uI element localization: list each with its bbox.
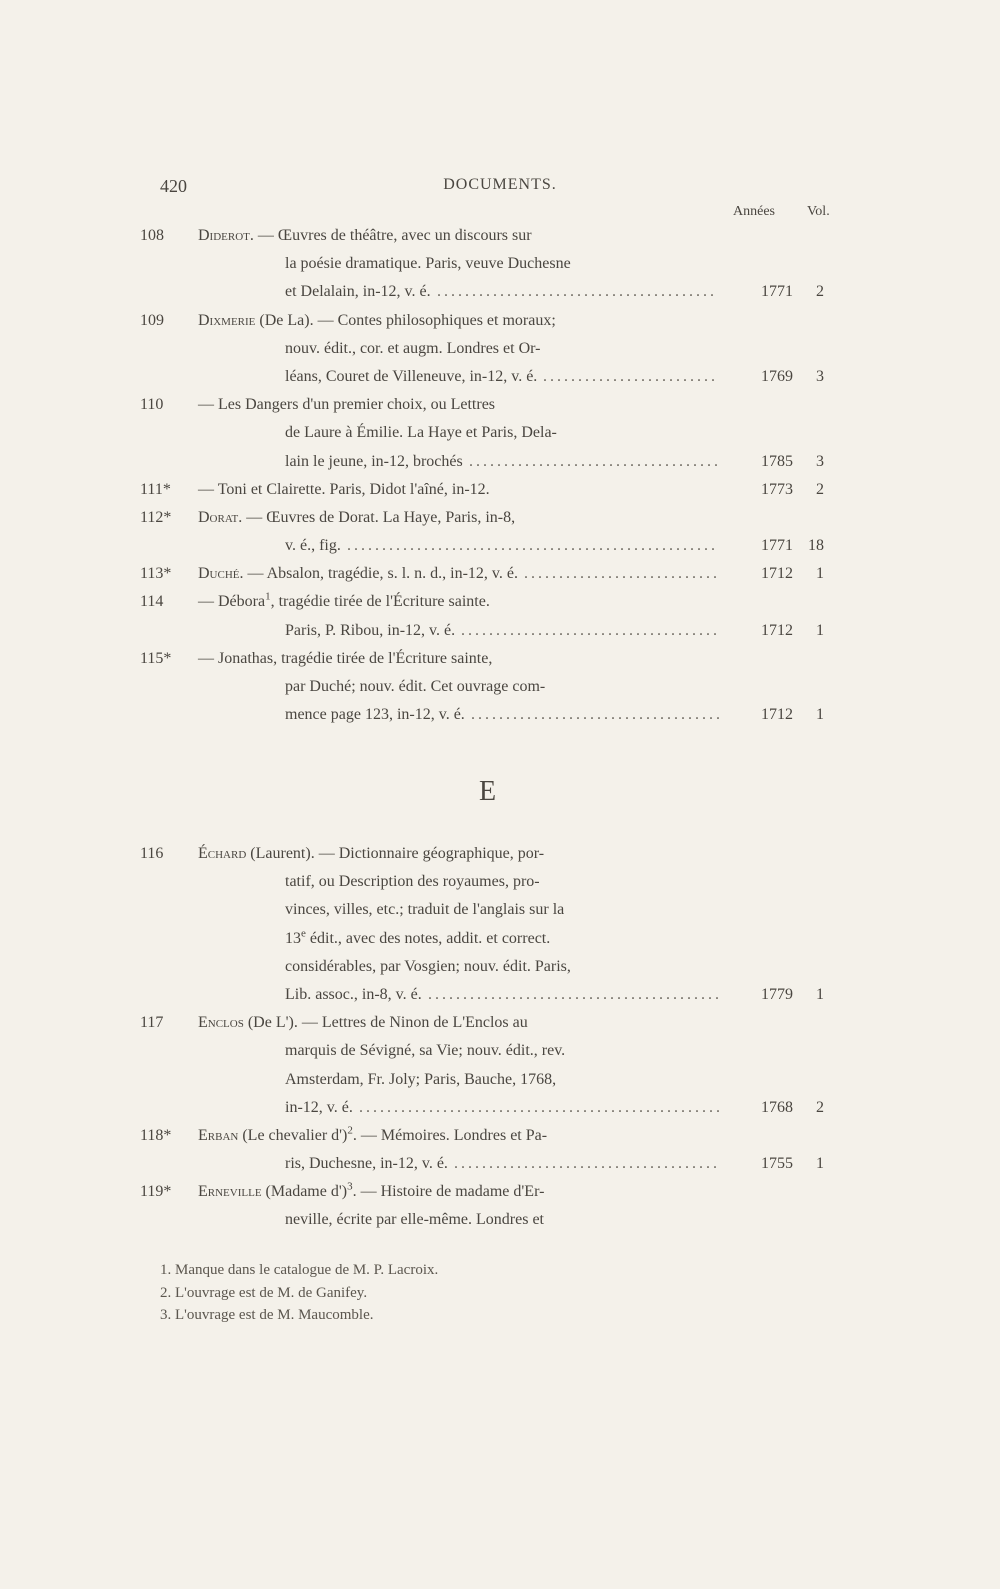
entry-line (140, 222, 840, 250)
entry-year: 1712 (761, 706, 793, 724)
entry-number: 117 (140, 1014, 164, 1032)
text-run: (De L'). — Lettres de Ninon de L'Enclos au (243, 1014, 528, 1032)
entry-text (198, 588, 490, 616)
entry-volumes: 2 (816, 283, 824, 301)
column-header-years: Années (733, 204, 775, 219)
entry-text (198, 307, 556, 335)
text-run: Amsterdam, Fr. Joly; Paris, Bauche, 1768, (285, 1070, 557, 1088)
entry-line (140, 981, 840, 1009)
entry-number: 116 (140, 845, 164, 862)
entry-line (140, 335, 840, 363)
entry-year: 1768 (761, 1098, 793, 1116)
footnote: 3. L'ouvrage est de M. Maucomble. (160, 1307, 374, 1323)
entry-text (198, 1122, 547, 1150)
entry-volumes: 3 (816, 367, 824, 385)
text-run: la poésie dramatique. Paris, veuve Duchesne (285, 255, 571, 273)
dot-leader: ......................... (543, 367, 718, 385)
footnote: 2. L'ouvrage est de M. de Ganifey. (160, 1284, 368, 1301)
column-header-volumes: Vol. (807, 204, 830, 219)
entry-number: 113* (140, 565, 172, 583)
dot-leader: .......................................... (428, 985, 722, 1003)
entry-year: 1771 (761, 283, 793, 301)
entry-text (285, 673, 545, 701)
entries-d (140, 222, 840, 729)
text-run: — Les Dangers d'un premier choix, ou Lettres (198, 396, 496, 414)
entry-year: 1769 (761, 367, 793, 385)
entry-line (140, 278, 840, 306)
page-header (160, 176, 840, 202)
text-run: (Le chevalier d') (238, 1126, 348, 1144)
entry-year: 1773 (761, 480, 793, 498)
entry-year: 1771 (761, 537, 793, 555)
entry-text (285, 981, 422, 1009)
entry-line (140, 1178, 840, 1206)
entry-volumes: 1 (816, 985, 824, 1003)
text-run: . — Œuvres de Dorat. La Haye, Paris, in-8, (238, 508, 516, 526)
entry-line (140, 560, 840, 588)
entry-line (140, 645, 840, 673)
text-run: de Laure à Émilie. La Haye et Paris, Dela- (285, 424, 557, 442)
entry-text (285, 617, 455, 645)
entry-year: 1755 (761, 1155, 793, 1173)
entry-line (140, 419, 840, 447)
entry-volumes: 1 (816, 1155, 824, 1173)
entry-line (140, 391, 840, 419)
entry-text (198, 222, 532, 250)
entry-year: 1779 (761, 985, 793, 1003)
author-name: Dixmerie (198, 311, 256, 329)
entry-number: 110 (140, 396, 164, 414)
entry-line (140, 925, 840, 953)
running-title: DOCUMENTS. (443, 176, 557, 193)
text-run: nouv. édit., cor. et augm. Londres et Or- (285, 339, 541, 357)
entry-line (140, 1150, 840, 1178)
entry-line (140, 701, 840, 729)
entry-number: 118* (140, 1126, 172, 1144)
section-letter: E (478, 776, 497, 807)
entry-text (285, 925, 550, 953)
text-run: . — Histoire de madame d'Er- (352, 1183, 545, 1201)
entry-volumes: 1 (816, 706, 824, 724)
text-run: considérables, par Vosgien; nouv. édit. Paris, (285, 957, 571, 975)
entry-text (198, 645, 492, 673)
text-run: vinces, villes, etc.; traduit de l'anglais sur la (285, 901, 565, 919)
entry-volumes: 1 (816, 621, 824, 639)
entry-line (140, 1094, 840, 1122)
entry-number: 119* (140, 1183, 172, 1201)
entry-line (140, 953, 840, 981)
dot-leader: .................................... (469, 452, 721, 470)
text-run: 13 (285, 929, 301, 947)
text-run: tatif, ou Description des royaumes, pro- (285, 873, 540, 891)
text-run: , tragédie tirée de l'Écriture sainte. (270, 593, 490, 611)
footnotes (160, 1259, 438, 1327)
text-run: — Jonathas, tragédie tirée de l'Écriture sainte, (198, 649, 493, 667)
entry-line (140, 868, 840, 896)
page-number: 420 (160, 176, 187, 196)
text-run: v. é., fig. (285, 537, 341, 555)
footnote-ref: e (301, 927, 306, 940)
text-run: — Toni et Clairette. Paris, Didot l'aîné, in-12. (198, 480, 490, 498)
entry-text (285, 1150, 448, 1178)
footnote-ref: 2 (347, 1124, 353, 1137)
entry-text (285, 953, 571, 981)
entry-volumes: 1 (816, 565, 824, 583)
entry-volumes: 18 (808, 537, 824, 555)
entry-number: 108 (140, 227, 164, 244)
entry-volumes: 2 (816, 1098, 824, 1116)
entry-text (198, 391, 495, 419)
author-name: Échard (198, 845, 247, 862)
text-run: ris, Duchesne, in-12, v. é. (285, 1155, 448, 1173)
entry-text (285, 335, 540, 363)
entry-year: 1712 (761, 621, 793, 639)
text-run: lain le jeune, in-12, brochés (285, 452, 463, 470)
dot-leader: ..................................................... (347, 537, 718, 555)
entry-text (198, 1009, 528, 1037)
entry-volumes: 3 (816, 452, 824, 470)
entry-text (285, 448, 463, 476)
entry-line (140, 1206, 840, 1234)
author-name: Diderot (198, 227, 250, 244)
text-run: par Duché; nouv. édit. Cet ouvrage com- (285, 678, 546, 695)
entry-line (140, 1122, 840, 1150)
entry-text (285, 419, 557, 447)
entry-line (140, 896, 840, 924)
entry-text (198, 560, 518, 588)
footnote-ref: 3 (347, 1180, 353, 1193)
entry-line (140, 448, 840, 476)
entry-text (285, 1037, 565, 1065)
entry-line (140, 250, 840, 278)
text-run: neville, écrite par elle-même. Londres et (285, 1211, 544, 1229)
entry-year: 1712 (761, 565, 793, 583)
entry-text (285, 868, 540, 896)
entry-volumes: 2 (816, 480, 824, 498)
author-name: Dorat (198, 508, 239, 526)
entry-number: 109 (140, 311, 164, 329)
dot-leader: .................................................... (359, 1098, 723, 1116)
entry-line (140, 476, 840, 504)
entry-line (140, 363, 840, 391)
text-run: mence page 123, in-12, v. é. (285, 706, 465, 724)
entry-text (285, 896, 564, 924)
entry-text (285, 1206, 544, 1234)
dot-leader: ...................................... (454, 1155, 720, 1173)
entries-e (140, 840, 840, 1235)
entry-line (140, 673, 840, 701)
dot-leader: ............................ (524, 565, 720, 583)
text-run: . — Absalon, tragédie, s. l. n. d., in-12, v. é. (239, 565, 518, 583)
text-run: . — Mémoires. Londres et Pa- (352, 1126, 548, 1144)
entry-year: 1785 (761, 452, 793, 470)
entry-number: 111* (140, 480, 171, 498)
entry-number: 114 (140, 593, 164, 611)
entry-text (285, 1066, 556, 1094)
entry-text (285, 701, 465, 729)
entry-line (140, 307, 840, 335)
dot-leader: ........................................ (437, 283, 717, 301)
entry-line (140, 1066, 840, 1094)
footnote-ref: 1 (265, 591, 271, 604)
entry-line (140, 504, 840, 532)
entry-line (140, 588, 840, 616)
text-run: et Delalain, in-12, v. é. (285, 283, 431, 301)
entry-text (198, 476, 490, 504)
footnote: 1. Manque dans le catalogue de M. P. Lacroix. (160, 1262, 439, 1278)
entry-text (285, 278, 431, 306)
text-run: marquis de Sévigné, sa Vie; nouv. édit., rev. (285, 1042, 566, 1060)
entry-number: 112* (140, 508, 172, 526)
entry-text (285, 1094, 353, 1122)
entry-line (140, 532, 840, 560)
text-run: — Débora (198, 593, 266, 611)
text-run: (De La). — Contes philosophiques et moraux; (255, 311, 556, 329)
author-name: Erban (198, 1126, 239, 1144)
text-run: Paris, P. Ribou, in-12, v. é. (285, 621, 456, 639)
entry-text (285, 250, 571, 278)
dot-leader: ..................................... (461, 621, 720, 639)
entry-text (198, 1178, 544, 1206)
text-run: Lib. assoc., in-8, v. é. (285, 985, 422, 1003)
entry-text (198, 840, 544, 868)
text-run: (Madame d') (261, 1183, 348, 1201)
entry-text (285, 532, 341, 560)
dot-leader: .................................... (471, 706, 723, 724)
text-run: . — Œuvres de théâtre, avec un discours sur (249, 227, 532, 244)
entry-line (140, 1009, 840, 1037)
entry-line (140, 617, 840, 645)
entry-number: 115* (140, 649, 172, 667)
entry-text (198, 504, 515, 532)
entry-line (140, 1037, 840, 1065)
entry-line (140, 840, 840, 868)
author-name: Erneville (198, 1183, 262, 1201)
author-name: Duché (198, 565, 240, 583)
entry-text (285, 363, 537, 391)
text-run: in-12, v. é. (285, 1098, 353, 1116)
text-run: édit., avec des notes, addit. et correct. (305, 929, 551, 947)
text-run: (Laurent). — Dictionnaire géographique, por- (246, 845, 545, 862)
text-run: léans, Couret de Villeneuve, in-12, v. é. (285, 367, 538, 385)
author-name: Enclos (198, 1014, 244, 1032)
